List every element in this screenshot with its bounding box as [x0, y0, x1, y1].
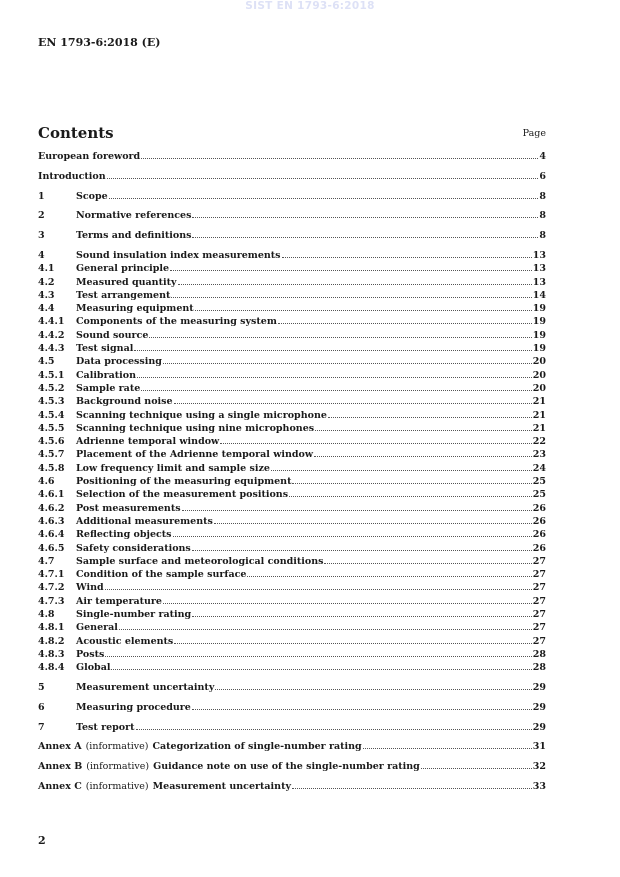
toc-entry-title: European foreword — [38, 151, 141, 162]
toc-entry-number: 4.5.1 — [38, 369, 65, 381]
toc-entry[interactable] — [38, 150, 546, 163]
annex-title: Measurement uncertainty — [152, 780, 291, 792]
toc-entry-page: 4 — [539, 151, 546, 162]
toc-entry-page: 28 — [532, 662, 546, 674]
toc-entry-number: 4.5.5 — [38, 422, 65, 434]
toc-entry-number: 1 — [38, 190, 45, 202]
toc-entry-title: Normative references — [76, 210, 192, 222]
toc-entry-number: 4 — [38, 249, 45, 261]
toc-entry[interactable] — [38, 661, 546, 674]
dot-leader — [178, 284, 532, 285]
toc-entry[interactable] — [38, 502, 546, 515]
dot-leader — [292, 483, 531, 484]
toc-entry-page: 19 — [532, 303, 546, 315]
annex-type: (informative) — [85, 780, 149, 792]
toc-entry-page: 27 — [532, 555, 546, 567]
toc-entry[interactable] — [38, 435, 546, 448]
document-id-header: EN 1793-6:2018 (E) — [38, 36, 161, 49]
toc-entry-number: 4.4.2 — [38, 329, 65, 341]
toc-entry-page: 22 — [532, 436, 546, 448]
page-column-label: Page — [522, 128, 546, 139]
toc-entry-number: 4.6 — [38, 476, 55, 488]
toc-entry[interactable] — [38, 289, 546, 302]
toc-entry-number: 4.7 — [38, 555, 55, 567]
dot-leader — [324, 563, 531, 564]
toc-entry-page: 25 — [532, 489, 546, 501]
toc-entry[interactable] — [38, 528, 546, 541]
toc-annex-entry[interactable] — [38, 760, 546, 773]
dot-leader — [174, 403, 532, 404]
toc-entry-title: Condition of the sample surface — [76, 569, 247, 581]
toc-entry[interactable] — [38, 395, 546, 408]
annex-label: Annex A — [38, 741, 82, 753]
toc-entry[interactable] — [38, 448, 546, 461]
annex-label: Annex C — [38, 780, 82, 792]
annex-title: Guidance note on use of the single-number rating — [153, 761, 420, 773]
toc-entry[interactable] — [38, 568, 546, 581]
dot-leader — [109, 198, 539, 199]
toc-entry[interactable] — [38, 329, 546, 342]
toc-entry-page: 26 — [532, 529, 546, 541]
toc-entry-title: Measuring equipment — [76, 303, 194, 315]
toc-entry[interactable] — [38, 621, 546, 634]
toc-entry-number: 4.4 — [38, 303, 55, 315]
toc-entry-title: Sample surface and meteorological conditions — [76, 555, 324, 567]
dot-leader — [163, 603, 532, 604]
toc-entry[interactable] — [38, 635, 546, 648]
toc-entry-number: 4.6.2 — [38, 502, 65, 514]
toc-entry[interactable] — [38, 462, 546, 475]
dot-leader — [174, 643, 531, 644]
toc-entry[interactable] — [38, 190, 546, 203]
toc-entry-number: 2 — [38, 210, 45, 222]
toc-entry-page: 8 — [539, 230, 546, 242]
toc-entry[interactable] — [38, 355, 546, 368]
toc-entry-number: 4.5.7 — [38, 449, 65, 461]
toc-entry-page: 20 — [532, 382, 546, 394]
toc-entry-number: 4.5 — [38, 356, 55, 368]
dot-leader — [192, 217, 538, 218]
toc-entry-number: 4.7.3 — [38, 595, 65, 607]
dot-leader — [136, 729, 532, 730]
toc-entry-title: Global — [76, 662, 111, 674]
toc-entry-number: 4.5.2 — [38, 382, 65, 394]
toc-entry-number: 4.5.4 — [38, 409, 65, 421]
toc-entry-number: 4.6.5 — [38, 542, 65, 554]
toc-entry-page: 28 — [532, 648, 546, 660]
toc-entry[interactable] — [38, 701, 546, 714]
toc-entry-page: 19 — [532, 329, 546, 341]
dot-leader — [149, 337, 531, 338]
toc-entry[interactable] — [38, 276, 546, 289]
toc-entry-number: 4.7.1 — [38, 569, 65, 581]
toc-entry-page: 13 — [532, 263, 546, 275]
toc-entry-number: 4.6.4 — [38, 529, 65, 541]
toc-entry-number: 4.1 — [38, 263, 55, 275]
toc-entry[interactable] — [38, 382, 546, 395]
toc-entry-page: 27 — [532, 595, 546, 607]
toc-entry-page: 21 — [532, 409, 546, 421]
toc-entry-title: Single-number rating — [76, 609, 192, 620]
toc-entry-title: Low frequency limit and sample size — [76, 462, 270, 474]
toc-entry-title: Additional measurements — [76, 515, 213, 527]
dot-leader — [192, 616, 532, 617]
toc-entry-page: 27 — [532, 622, 546, 634]
toc-entry-title: Reflecting objects — [76, 529, 172, 541]
toc-entry-page: 13 — [532, 276, 546, 288]
toc-entry[interactable] — [38, 581, 546, 594]
toc-entry-title: Calibration — [76, 369, 136, 381]
toc-entry-number: 5 — [38, 681, 45, 693]
toc-entry[interactable] — [38, 488, 546, 501]
dot-leader — [214, 523, 532, 524]
dot-leader — [111, 669, 531, 670]
toc-entry-title: Sample rate — [76, 382, 141, 394]
table-of-contents — [38, 150, 546, 793]
toc-entry-title: Sound source — [76, 329, 149, 341]
toc-entry-page: 29 — [532, 721, 546, 733]
annex-title: Categorization of single-number rating — [152, 741, 362, 753]
toc-entry-title: Background noise — [76, 396, 173, 408]
toc-entry[interactable] — [38, 315, 546, 328]
toc-entry[interactable] — [38, 681, 546, 694]
toc-entry-title: Sound insulation index measurements — [76, 249, 281, 261]
toc-entry-title: Safety considerations — [76, 542, 191, 554]
toc-entry-page: 23 — [532, 449, 546, 461]
toc-entry-page: 8 — [539, 190, 546, 202]
dot-leader — [278, 323, 532, 324]
toc-entry-title: Test arrangement — [76, 289, 171, 301]
toc-entry-page: 24 — [532, 462, 546, 474]
dot-leader — [220, 443, 532, 444]
dot-leader — [105, 589, 532, 590]
dot-leader — [195, 310, 532, 311]
toc-entry-title: Terms and definitions — [76, 230, 192, 242]
toc-entry[interactable] — [38, 721, 546, 734]
toc-entry-number: 4.5.8 — [38, 462, 65, 474]
toc-entry-page: 13 — [532, 249, 546, 261]
toc-entry-number: 4.8.4 — [38, 662, 65, 674]
toc-entry-page: 6 — [539, 170, 546, 182]
toc-entry-page: 19 — [532, 343, 546, 355]
toc-entry-page: 26 — [532, 542, 546, 554]
toc-entry-number: 4.8 — [38, 609, 55, 620]
toc-entry-title: Post measurements — [76, 502, 181, 514]
dot-leader — [141, 390, 532, 391]
toc-entry-title: Acoustic elements — [76, 635, 174, 647]
dot-leader — [314, 456, 532, 457]
dot-leader — [137, 377, 532, 378]
toc-entry[interactable] — [38, 229, 546, 242]
toc-entry-number: 4.6.1 — [38, 489, 65, 501]
dot-leader — [170, 270, 532, 271]
dot-leader — [173, 536, 532, 537]
page-number: 2 — [38, 834, 46, 847]
toc-entry[interactable] — [38, 422, 546, 435]
dot-leader — [134, 350, 531, 351]
toc-entry-number: 4.5.3 — [38, 396, 65, 408]
dot-leader — [421, 768, 532, 769]
dot-leader — [271, 470, 532, 471]
toc-entry-page: 27 — [532, 635, 546, 647]
toc-entry-title: Data processing — [76, 356, 162, 368]
toc-entry-title: Placement of the Adrienne temporal window — [76, 449, 314, 461]
toc-entry[interactable] — [38, 170, 546, 183]
annex-page: 32 — [532, 761, 546, 773]
dot-leader — [192, 237, 538, 238]
toc-entry-page: 20 — [532, 369, 546, 381]
toc-entry-page: 29 — [532, 681, 546, 693]
dot-leader — [289, 496, 532, 497]
dot-leader — [105, 656, 531, 657]
toc-entry-page: 27 — [532, 582, 546, 594]
toc-entry-page: 20 — [532, 356, 546, 368]
dot-leader — [315, 430, 532, 431]
toc-entry-title: Positioning of the measuring equipment — [76, 476, 292, 488]
toc-entry-page: 27 — [532, 609, 546, 620]
toc-entry-number: 4.4.1 — [38, 316, 65, 328]
toc-entry[interactable] — [38, 555, 546, 568]
toc-entry-title: Scope — [76, 190, 108, 202]
toc-entry-title: Test report — [76, 721, 135, 733]
toc-entry-title: Measuring procedure — [76, 701, 191, 713]
toc-entry-page: 29 — [532, 701, 546, 713]
dot-leader — [282, 257, 532, 258]
toc-entry-page: 21 — [532, 422, 546, 434]
toc-entry-title: Scanning technique using nine microphones — [76, 422, 315, 434]
dot-leader — [192, 709, 532, 710]
toc-entry-title: Components of the measuring system — [76, 316, 277, 328]
annex-type: (informative) — [86, 761, 150, 773]
toc-entry-number: 3 — [38, 230, 45, 242]
dot-leader — [141, 158, 538, 159]
annex-page: 31 — [532, 741, 546, 753]
toc-entry-number: 4.7.2 — [38, 582, 65, 594]
toc-entry[interactable] — [38, 369, 546, 382]
toc-entry-number: 4.5.6 — [38, 436, 65, 448]
dot-leader — [119, 629, 532, 630]
toc-entry[interactable] — [38, 608, 546, 621]
toc-entry-title: General principle — [76, 263, 170, 275]
toc-entry-title: Measurement uncertainty — [76, 681, 215, 693]
dot-leader — [182, 510, 532, 511]
annex-page: 33 — [532, 780, 546, 792]
toc-entry-number: 4.4.3 — [38, 343, 65, 355]
toc-entry-page: 21 — [532, 396, 546, 408]
dot-leader — [215, 689, 531, 690]
toc-entry-title: Scanning technique using a single microphone — [76, 409, 327, 421]
toc-entry[interactable] — [38, 409, 546, 422]
toc-entry-page: 19 — [532, 316, 546, 328]
toc-entry-page: 14 — [532, 289, 546, 301]
toc-entry-title: Adrienne temporal window — [76, 436, 220, 448]
toc-annex-entry[interactable] — [38, 740, 546, 753]
toc-entry[interactable] — [38, 262, 546, 275]
toc-entry-title: Test signal — [76, 343, 134, 355]
toc-entry-number: 4.6.3 — [38, 515, 65, 527]
toc-entry-title: Posts — [76, 648, 105, 660]
toc-entry-number: 4.8.2 — [38, 635, 65, 647]
watermark-standard-id: SIST EN 1793-6:2018 — [245, 0, 375, 12]
toc-entry-page: 25 — [532, 476, 546, 488]
toc-entry[interactable] — [38, 342, 546, 355]
toc-entry-title: Wind — [76, 582, 104, 594]
toc-entry[interactable] — [38, 475, 546, 488]
toc-entry[interactable] — [38, 249, 546, 262]
toc-entry-title: Measured quantity — [76, 276, 177, 288]
toc-entry-number: 6 — [38, 701, 45, 713]
toc-entry-number: 4.8.1 — [38, 622, 65, 634]
contents-heading: Contents — [38, 124, 114, 142]
toc-entry-title: Introduction — [38, 170, 106, 182]
toc-entry-number: 7 — [38, 721, 45, 733]
toc-entry-page: 27 — [532, 569, 546, 581]
toc-entry-number: 4.3 — [38, 289, 55, 301]
toc-entry[interactable] — [38, 302, 546, 315]
toc-annex-entry[interactable] — [38, 780, 546, 793]
toc-entry-number: 4.2 — [38, 276, 55, 288]
toc-entry[interactable] — [38, 648, 546, 661]
toc-entry[interactable] — [38, 595, 546, 608]
toc-entry-title: Air temperature — [76, 595, 162, 607]
dot-leader — [247, 576, 531, 577]
toc-entry-title: General — [76, 622, 118, 634]
dot-leader — [292, 788, 532, 789]
toc-entry-page: 8 — [539, 210, 546, 222]
annex-type: (informative) — [85, 741, 149, 753]
toc-entry-title: Selection of the measurement positions — [76, 489, 289, 501]
toc-entry-page: 26 — [532, 515, 546, 527]
toc-entry-page: 26 — [532, 502, 546, 514]
dot-leader — [328, 417, 532, 418]
toc-entry[interactable] — [38, 515, 546, 528]
dot-leader — [163, 363, 532, 364]
annex-label: Annex B — [38, 761, 83, 773]
dot-leader — [107, 178, 539, 179]
toc-entry-number: 4.8.3 — [38, 648, 65, 660]
dot-leader — [192, 550, 532, 551]
toc-entry[interactable] — [38, 209, 546, 222]
dot-leader — [171, 297, 531, 298]
dot-leader — [363, 748, 532, 749]
toc-entry[interactable] — [38, 542, 546, 555]
